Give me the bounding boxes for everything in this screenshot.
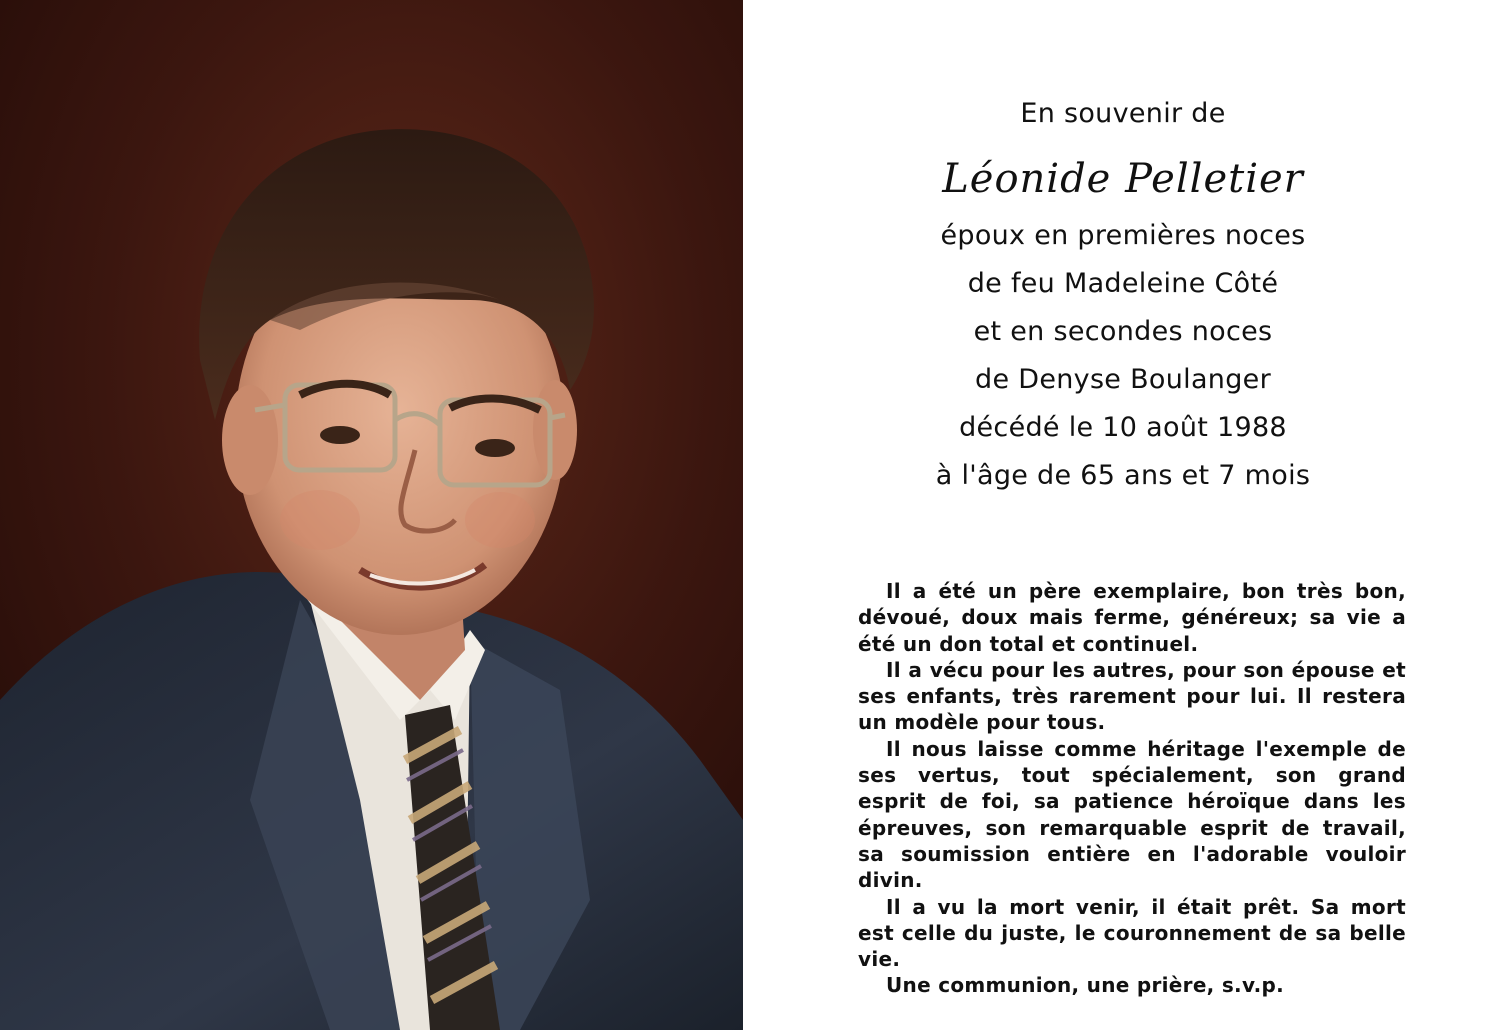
detail-line: de feu Madeleine Côté bbox=[967, 268, 1279, 299]
deceased-name: Léonide Pelletier bbox=[942, 156, 1304, 202]
detail-line: de Denyse Boulanger bbox=[975, 364, 1271, 395]
tribute-paragraph: Il a été un père exemplaire, bon très bon, dévoué, doux mais ferme, généreux; sa vie a été un don total et continuel. bbox=[858, 579, 1406, 656]
portrait-photo bbox=[0, 0, 743, 1030]
memorial-header bbox=[843, 90, 1403, 500]
death-date: décédé le 10 août 1988 bbox=[959, 412, 1287, 443]
closing-request: Une communion, une prière, s.v.p. bbox=[886, 973, 1285, 998]
tribute-text bbox=[858, 578, 1406, 999]
detail-line: et en secondes noces bbox=[973, 316, 1273, 347]
detail-line: époux en premières noces bbox=[940, 220, 1306, 251]
tribute-paragraph: Il a vu la mort venir, il était prêt. Sa mort est celle du juste, le couronnement de sa belle vie. bbox=[858, 894, 1406, 972]
tribute-paragraph: Il a vécu pour les autres, pour son épouse et ses enfants, très rarement pour lui. Il restera un modèle pour tous. bbox=[858, 657, 1406, 735]
intro-text: En souvenir de bbox=[1020, 98, 1226, 129]
age-at-death: à l'âge de 65 ans et 7 mois bbox=[935, 460, 1311, 491]
portrait-illustration bbox=[0, 0, 743, 1030]
tribute-paragraph: Il nous laisse comme héritage l'exemple de ses vertus, tout spécialement, son grand esprit de foi, sa patience héroïque dans les épreuves, son remarquable esprit de travail, sa soumission entière en l'adorable vouloir divin. bbox=[858, 736, 1406, 893]
